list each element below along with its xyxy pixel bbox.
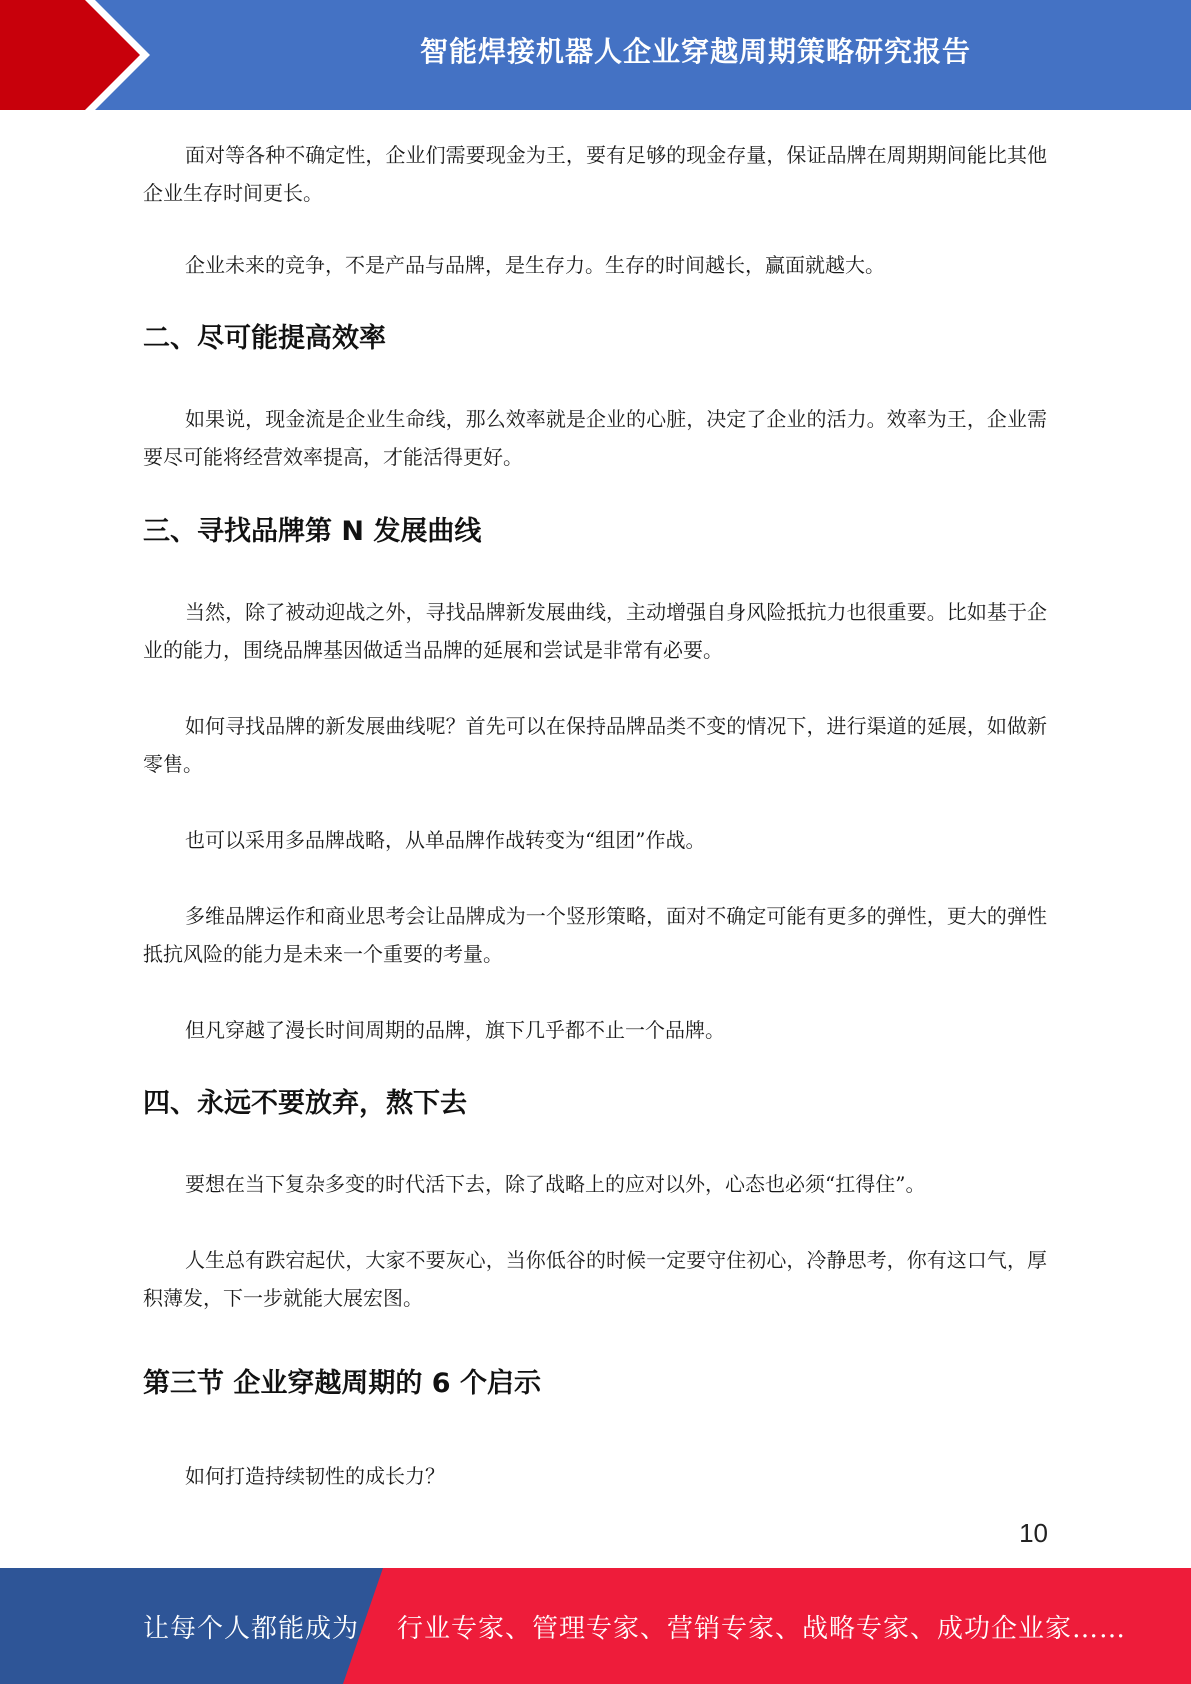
section-heading: 二、尽可能提高效率 [143, 323, 386, 354]
footer-slogan-left: 让每个人都能成为 [143, 1613, 360, 1644]
paragraph: 如果说，现金流是企业生命线，那么效率就是企业的心脏，决定了企业的活力。效率为王，企业需要尽可能将经营效率提高，才能活得更好。 [143, 407, 1047, 469]
paragraph: 多维品牌运作和商业思考会让品牌成为一个竖形策略，面对不确定可能有更多的弹性，更大的弹性抵抗风险的能力是未来一个重要的考量。 [143, 904, 1047, 966]
paragraph: 企业未来的竞争，不是产品与品牌，是生存力。生存的时间越长，赢面就越大。 [185, 253, 885, 277]
section-heading: 第三节 企业穿越周期的 6 个启示 [143, 1368, 541, 1399]
paragraph: 也可以采用多品牌战略，从单品牌作战转变为“组团”作战。 [185, 828, 706, 852]
paragraph: 如何打造持续韧性的成长力？ [185, 1464, 445, 1488]
paragraph: 但凡穿越了漫长时间周期的品牌，旗下几乎都不止一个品牌。 [185, 1018, 725, 1042]
paragraph: 人生总有跌宕起伏，大家不要灰心，当你低谷的时候一定要守住初心，冷静思考，你有这口气，厚积薄发，下一步就能大展宏图。 [143, 1248, 1047, 1310]
page-header [0, 0, 1191, 110]
report-title: 智能焊接机器人企业穿越周期策略研究报告 [419, 35, 971, 68]
section-heading: 四、永远不要放弃，熬下去 [143, 1088, 467, 1119]
paragraph: 要想在当下复杂多变的时代活下去，除了战略上的应对以外，心态也必须“扛得住”。 [185, 1172, 926, 1196]
page-footer [0, 1568, 1191, 1684]
paragraph: 如何寻找品牌的新发展曲线呢？首先可以在保持品牌品类不变的情况下，进行渠道的延展，如做新零售。 [143, 714, 1047, 776]
page-number: 10 [1019, 1518, 1048, 1548]
paragraph: 当然，除了被动迎战之外，寻找品牌新发展曲线，主动增强自身风险抵抗力也很重要。比如基于企业的能力，围绕品牌基因做适当品牌的延展和尝试是非常有必要。 [143, 600, 1047, 662]
footer-slogan-right: 行业专家、管理专家、营销专家、战略专家、成功企业家…… [397, 1613, 1127, 1644]
paragraph: 面对等各种不确定性，企业们需要现金为王，要有足够的现金存量，保证品牌在周期期间能比其他企业生存时间更长。 [143, 143, 1047, 205]
section-heading: 三、寻找品牌第 N 发展曲线 [143, 516, 482, 547]
